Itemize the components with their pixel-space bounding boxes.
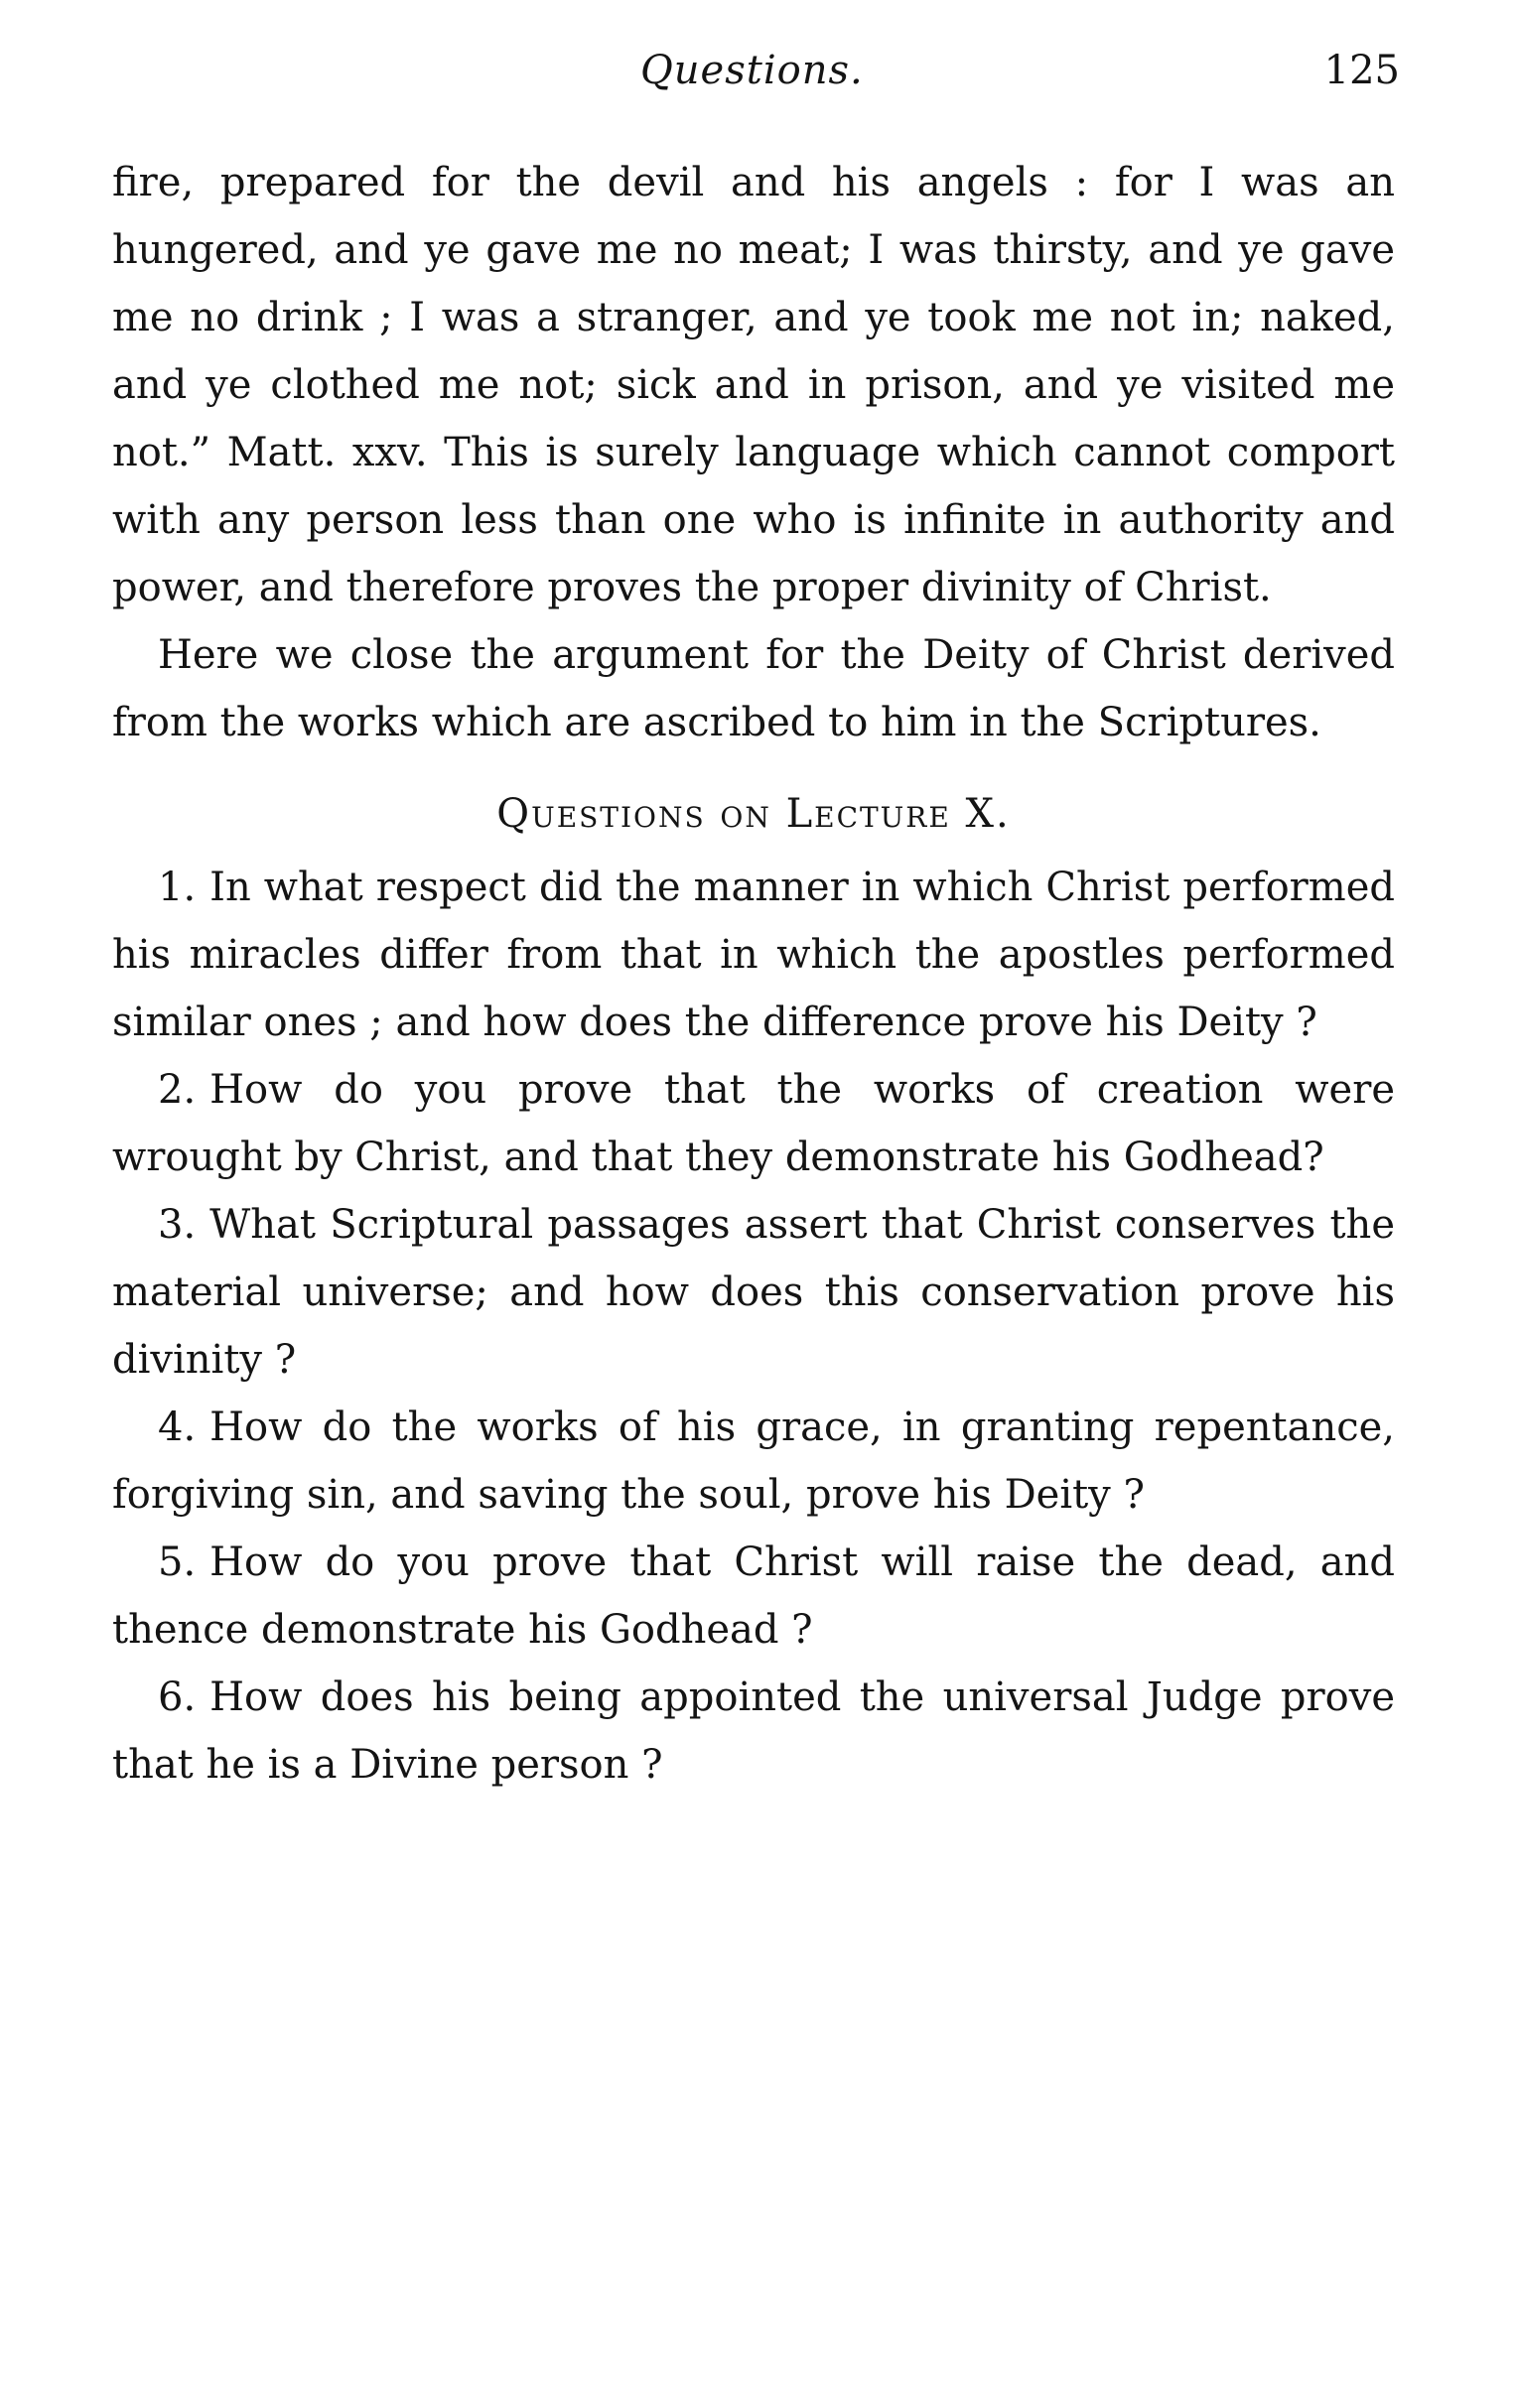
question-item — [112, 1191, 1395, 1394]
running-title: Questions. — [640, 48, 864, 93]
question-item — [112, 1529, 1395, 1664]
question-text: How do the works of his grace, in granting repentance, forgiving sin, and saving the soul, prove his Deity ? — [112, 1405, 1395, 1518]
question-item — [112, 1664, 1395, 1799]
question-number: 2. — [158, 1067, 197, 1113]
question-number: 1. — [158, 865, 197, 910]
question-text: How do you prove that the works of creation were wrought by Christ, and that they demonstrate his Godhead? — [112, 1067, 1395, 1180]
question-number: 6. — [158, 1674, 197, 1720]
body-paragraph: fire, prepared for the devil and his angels : for I was an hungered, and ye gave me no meat; I was thirsty, and ye gave me no drink ; I was a stranger, and ye took me not in; naked, and ye clothed me not; sick and in prison, and ye visited me not.” Matt. xxv. This is surely language which cannot comport with any person less than one who is infinite in authority and power, and therefore proves the proper divinity of Christ. — [112, 160, 1395, 610]
section-heading: Questions on Lecture X. — [496, 791, 1011, 837]
question-text: In what respect did the manner in which Christ performed his miracles differ from that in which the apostles performed similar ones ; and how does the difference prove his Deity ? — [112, 865, 1395, 1045]
question-text: What Scriptural passages assert that Christ conserves the material universe; and how does this conservation prove his divinity ? — [112, 1202, 1395, 1383]
question-number: 3. — [158, 1202, 197, 1248]
question-item — [112, 1394, 1395, 1529]
question-list — [112, 854, 1395, 1799]
question-item — [112, 854, 1395, 1056]
question-text: How do you prove that Christ will raise the dead, and thence demonstrate his Godhead ? — [112, 1539, 1395, 1653]
body-paragraph: Here we close the argument for the Deity of Christ derived from the works which are ascribed to him in the Scriptures. — [112, 632, 1395, 745]
page-body — [112, 149, 1395, 1799]
running-head — [0, 48, 1517, 117]
question-number: 4. — [158, 1405, 197, 1450]
page-number: 125 — [1323, 48, 1400, 93]
question-number: 5. — [158, 1539, 197, 1585]
question-text: How does his being appointed the universal Judge prove that he is a Divine person ? — [112, 1674, 1395, 1788]
question-item — [112, 1056, 1395, 1191]
